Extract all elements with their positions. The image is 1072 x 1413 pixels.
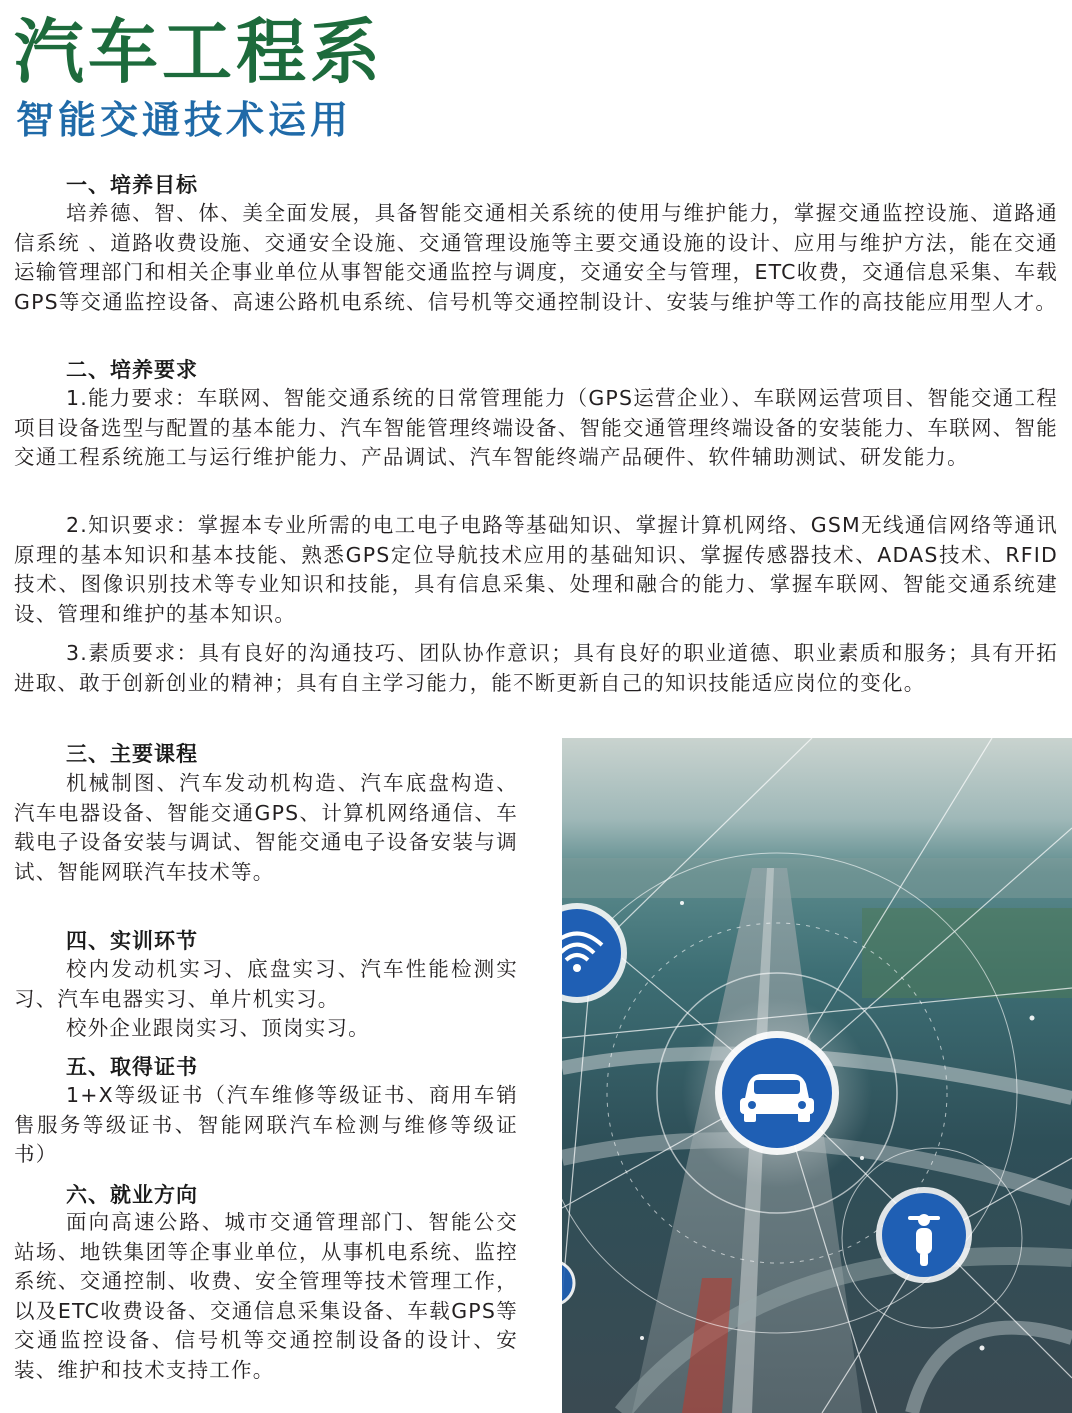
- courses-paragraph: 机械制图、汽车发动机构造、汽车底盘构造、汽车电器设备、智能交通GPS、计算机网络通信、车载电子设备安装与调试、智能交通电子设备安装与调试、智能网联汽车技术等。: [14, 771, 518, 884]
- training-paragraph-2: 校外企业跟岗实习、顶岗实习。: [66, 1016, 370, 1040]
- section-heading-requirements: 二、培养要求: [66, 358, 198, 382]
- section-heading-training: 四、实训环节: [66, 929, 198, 953]
- training-paragraph-1: 校内发动机实习、底盘实习、汽车性能检测实习、汽车电器实习、单片机实习。: [14, 957, 518, 1011]
- quality-paragraph: 3.素质要求：具有良好的沟通技巧、团队协作意识；具有良好的职业道德、职业素质和服务；具有开拓进取、敢于创新创业的精神；具有自主学习能力，能不断更新自己的知识技能适应岗位的变化。: [14, 641, 1058, 695]
- knowledge-paragraph: 2.知识要求：掌握本专业所需的电工电子电路等基础知识、掌握计算机网络、GSM无线通信网络等通讯原理的基本知识和基本技能、熟悉GPS定位导航技术应用的基础知识、掌握传感器技术、ADAS技术、RFID技术、图像识别技术等专业知识和技能，具有信息采集、处理和融合的能力、掌握车联网、智能交通系统建设、管理和维护的基本知识。: [14, 513, 1058, 626]
- car-icon: [715, 1031, 839, 1155]
- page-subtitle: 智能交通技术运用: [16, 98, 353, 142]
- page-title: 汽车工程系: [14, 11, 384, 93]
- ability-paragraph: 1.能力要求：车联网、智能交通系统的日常管理能力（GPS运营企业）、车联网运营项目、智能交通工程项目设备选型与配置的基本能力、汽车智能管理终端设备、智能交通管理终端设备的安装能力、车联网、智能交通工程系统施工与运行维护能力、产品调试、汽车智能终端产品硬件、软件辅助测试、研发能力。: [14, 386, 1058, 470]
- scooter-icon: [876, 1187, 972, 1283]
- smart-traffic-photo: [562, 738, 1072, 1413]
- employment-paragraph: 面向高速公路、城市交通管理部门、智能公交站场、地铁集团等企事业单位，从事机电系统、监控系统、交通控制、收费、安全管理等技术管理工作，以及ETC收费设备、交通信息采集设备、车载GPS等交通监控设备、信号机等交通控制设备的设计、安装、维护和技术支持工作。: [14, 1210, 518, 1382]
- section-heading-employment: 六、就业方向: [66, 1183, 198, 1207]
- section-heading-certificate: 五、取得证书: [66, 1055, 198, 1079]
- section-heading-goal: 一、培养目标: [66, 173, 198, 197]
- section-heading-courses: 三、主要课程: [66, 742, 198, 766]
- goal-paragraph: 培养德、智、体、美全面发展，具备智能交通相关系统的使用与维护能力，掌握交通监控设施、道路通信系统 、道路收费设施、交通安全设施、交通管理设施等主要交通设施的设计、应用与维护方法，能在交通运输管理部门和相关企事业单位从事智能交通监控与调度，交通安全与管理，ETC收费，交通信息采集、车载GPS等交通监控设备、高速公路机电系统、信号机等交通控制设计、安装与维护等工作的高技能应用型人才。: [14, 201, 1058, 314]
- certificate-paragraph: 1+X等级证书（汽车维修等级证书、商用车销售服务等级证书、智能网联汽车检测与维修等级证书）: [14, 1083, 518, 1167]
